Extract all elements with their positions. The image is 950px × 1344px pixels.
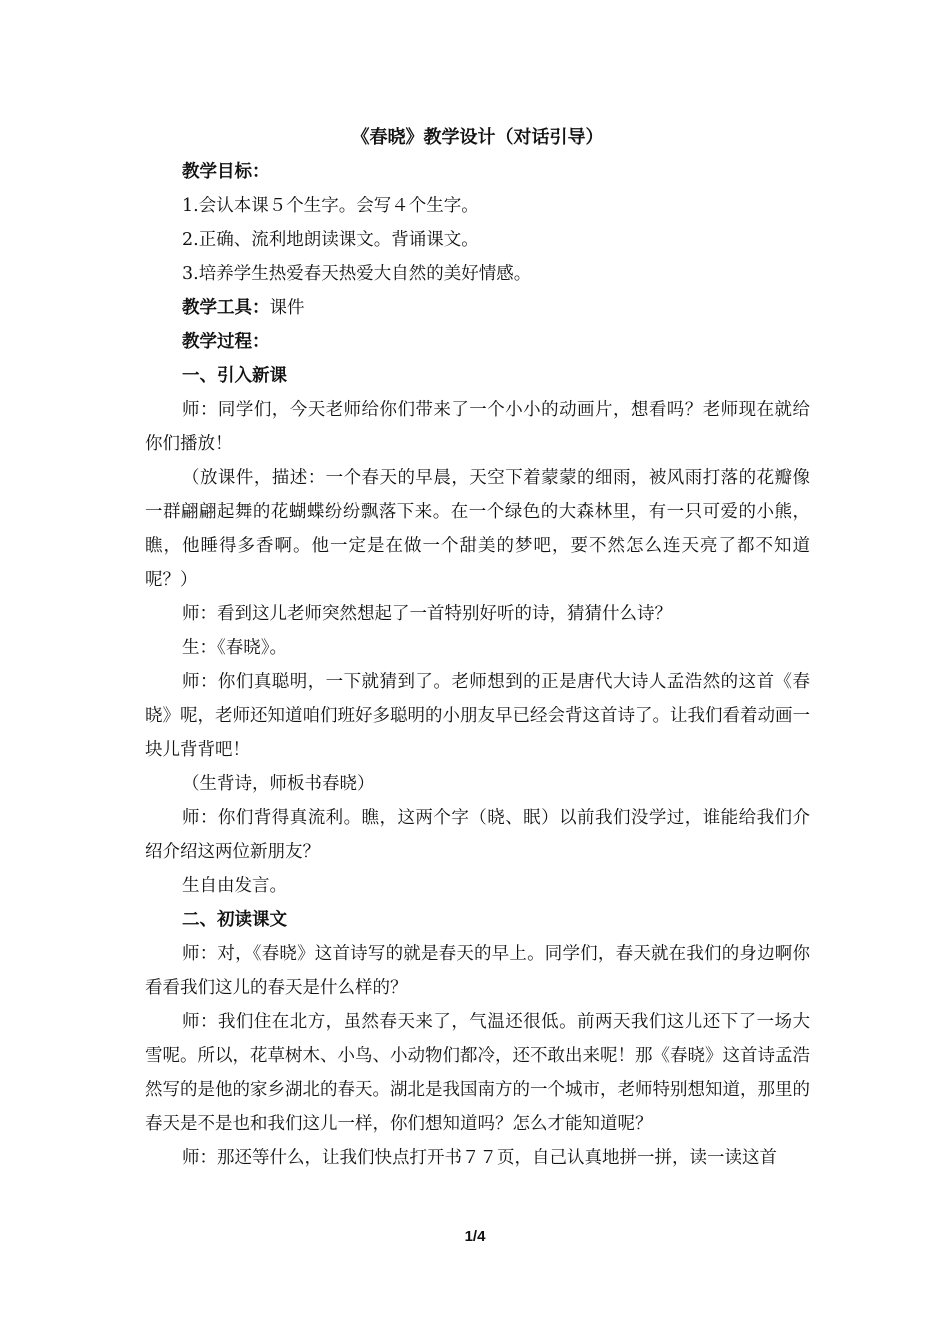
- document-body: [145, 121, 810, 1175]
- paragraph: 生：《春晓》。: [182, 638, 287, 658]
- section-heading-2: 二、初读课文: [182, 910, 287, 930]
- paragraph: 师：同学们，今天老师给你们带来了一个小小的动画片，想看吗？老师现在就给你们播放！: [145, 400, 810, 454]
- tools-value: 课件: [269, 298, 305, 318]
- paragraph: 师：你们背得真流利。瞧，这两个字（晓、眠）以前我们没学过，谁能给我们介绍介绍这两位新朋友？: [145, 808, 810, 862]
- goal-item-3: 3.培养学生热爱春天热爱大自然的美好情感。: [182, 264, 532, 284]
- section-heading-1: 一、引入新课: [182, 366, 287, 386]
- goals-heading: 教学目标：: [182, 162, 270, 182]
- goal-item-2: 2.正确、流利地朗读课文。背诵课文。: [182, 230, 479, 250]
- paragraph: （生背诗，师板书春晓）: [182, 774, 375, 794]
- tools-label: 教学工具：: [182, 298, 270, 318]
- tools-line: [145, 291, 810, 325]
- paragraph: 师：你们真聪明，一下就猜到了。老师想到的正是唐代大诗人孟浩然的这首《春晓》呢，老师还知道咱们班好多聪明的小朋友早已经会背这首诗了。让我们看着动画一块儿背背吧！: [145, 672, 810, 760]
- process-heading: 教学过程：: [182, 332, 270, 352]
- paragraph: （放课件，描述：一个春天的早晨，天空下着蒙蒙的细雨，被风雨打落的花瓣像一群翩翩起舞的花蝴蝶纷纷飘落下来。在一个绿色的大森林里，有一只可爱的小熊，瞧，他睡得多香啊。他一定是在做一个甜美的梦吧，要不然怎么连天亮了都不知道呢？）: [145, 468, 810, 590]
- paragraph: 师：看到这儿老师突然想起了一首特别好听的诗，猜猜什么诗？: [182, 604, 672, 624]
- goal-item-1: 1.会认本课５个生字。会写４个生字。: [182, 196, 479, 216]
- paragraph: 生自由发言。: [182, 876, 287, 896]
- paragraph: 师：对，《春晓》这首诗写的就是春天的早上。同学们，春天就在我们的身边啊你看看我们这儿的春天是什么样的？: [145, 944, 810, 998]
- page-number: 1/4: [464, 1228, 486, 1245]
- paragraph: 师：那还等什么，让我们快点打开书７７页，自己认真地拼一拼，读一读这首: [182, 1148, 777, 1168]
- document-title: 《春晓》教学设计（对话引导）: [351, 127, 604, 148]
- paragraph: 师：我们住在北方，虽然春天来了，气温还很低。前两天我们这儿还下了一场大雪呢。所以，花草树木、小鸟、小动物们都冷，还不敢出来呢！那《春晓》这首诗孟浩然写的是他的家乡湖北的春天。湖北是我国南方的一个城市，老师特别想知道，那里的春天是不是也和我们这儿一样，你们想知道吗？怎么才能知道呢？: [145, 1012, 810, 1134]
